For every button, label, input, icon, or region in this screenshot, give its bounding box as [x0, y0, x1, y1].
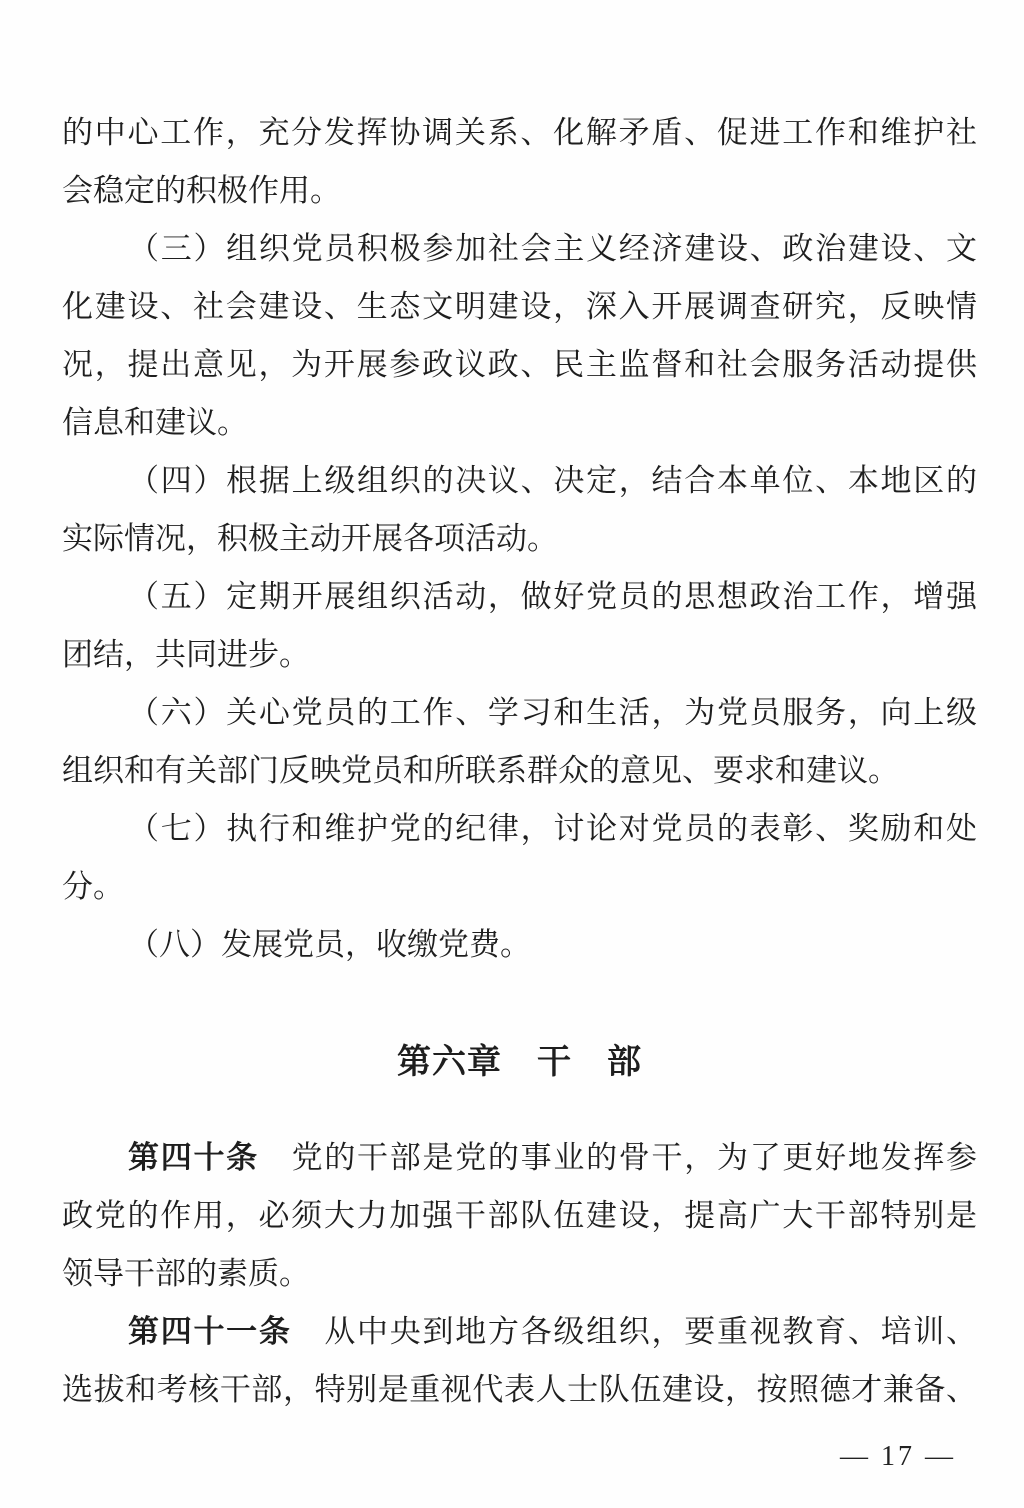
bold-text-segment: 第四十条 [128, 1140, 259, 1175]
text-line [62, 220, 977, 278]
text-segment: 化建设、社会建设、生态文明建设，深入开展调查研究，反映情 [62, 289, 977, 324]
text-line [62, 162, 977, 220]
text-segment: 实际情况，积极主动开展各项活动。 [62, 521, 558, 556]
text-line [62, 742, 977, 800]
text-segment: （五）定期开展组织活动，做好党员的思想政治工作，增强 [128, 579, 977, 614]
text-line [62, 916, 977, 974]
text-line [62, 1361, 977, 1419]
text-segment: 政党的作用，必须大力加强干部队伍建设，提高广大干部特别是 [62, 1198, 977, 1233]
text-segment: 选拔和考核干部，特别是重视代表人士队伍建设，按照德才兼备、 [62, 1372, 977, 1407]
bold-text-segment: 第四十一条 [128, 1314, 292, 1349]
text-segment: （七）执行和维护党的纪律，讨论对党员的表彰、奖励和处 [128, 811, 977, 846]
text-line [62, 800, 977, 858]
text-line [62, 336, 977, 394]
document-body [62, 104, 977, 1419]
text-line [62, 858, 977, 916]
bold-text-segment: 第六章 干 部 [397, 1043, 642, 1081]
text-line [62, 1303, 977, 1361]
text-line [62, 394, 977, 452]
text-line [62, 568, 977, 626]
text-segment: 会稳定的积极作用。 [62, 173, 341, 208]
text-line [62, 104, 977, 162]
text-line [62, 1187, 977, 1245]
text-segment: 组织和有关部门反映党员和所联系群众的意见、要求和建议。 [62, 753, 899, 788]
text-segment: （四）根据上级组织的决议、决定，结合本单位、本地区的 [128, 463, 977, 498]
text-segment: 的中心工作，充分发挥协调关系、化解矛盾、促进工作和维护社 [62, 115, 977, 150]
text-line [62, 1129, 977, 1187]
text-segment: 党的干部是党的事业的骨干，为了更好地发挥参 [258, 1140, 977, 1175]
text-segment: （六）关心党员的工作、学习和生活，为党员服务，向上级 [128, 695, 977, 730]
text-line [62, 626, 977, 684]
text-segment: 信息和建议。 [62, 405, 248, 440]
text-segment: 从中央到地方各级组织，要重视教育、培训、 [291, 1314, 977, 1349]
text-segment: 况，提出意见，为开展参政议政、民主监督和社会服务活动提供 [62, 347, 977, 382]
text-segment: 分。 [62, 869, 124, 904]
text-line [62, 1245, 977, 1303]
text-segment: （八）发展党员，收缴党费。 [128, 927, 531, 962]
text-line [62, 278, 977, 336]
text-segment: 团结，共同进步。 [62, 637, 310, 672]
chapter-heading [62, 1033, 977, 1091]
text-line [62, 452, 977, 510]
text-line [62, 510, 977, 568]
text-segment: 领导干部的素质。 [62, 1256, 310, 1291]
page-number: — 17 — [840, 1441, 956, 1472]
text-line [62, 684, 977, 742]
text-segment: （三）组织党员积极参加社会主义经济建设、政治建设、文 [128, 231, 977, 266]
